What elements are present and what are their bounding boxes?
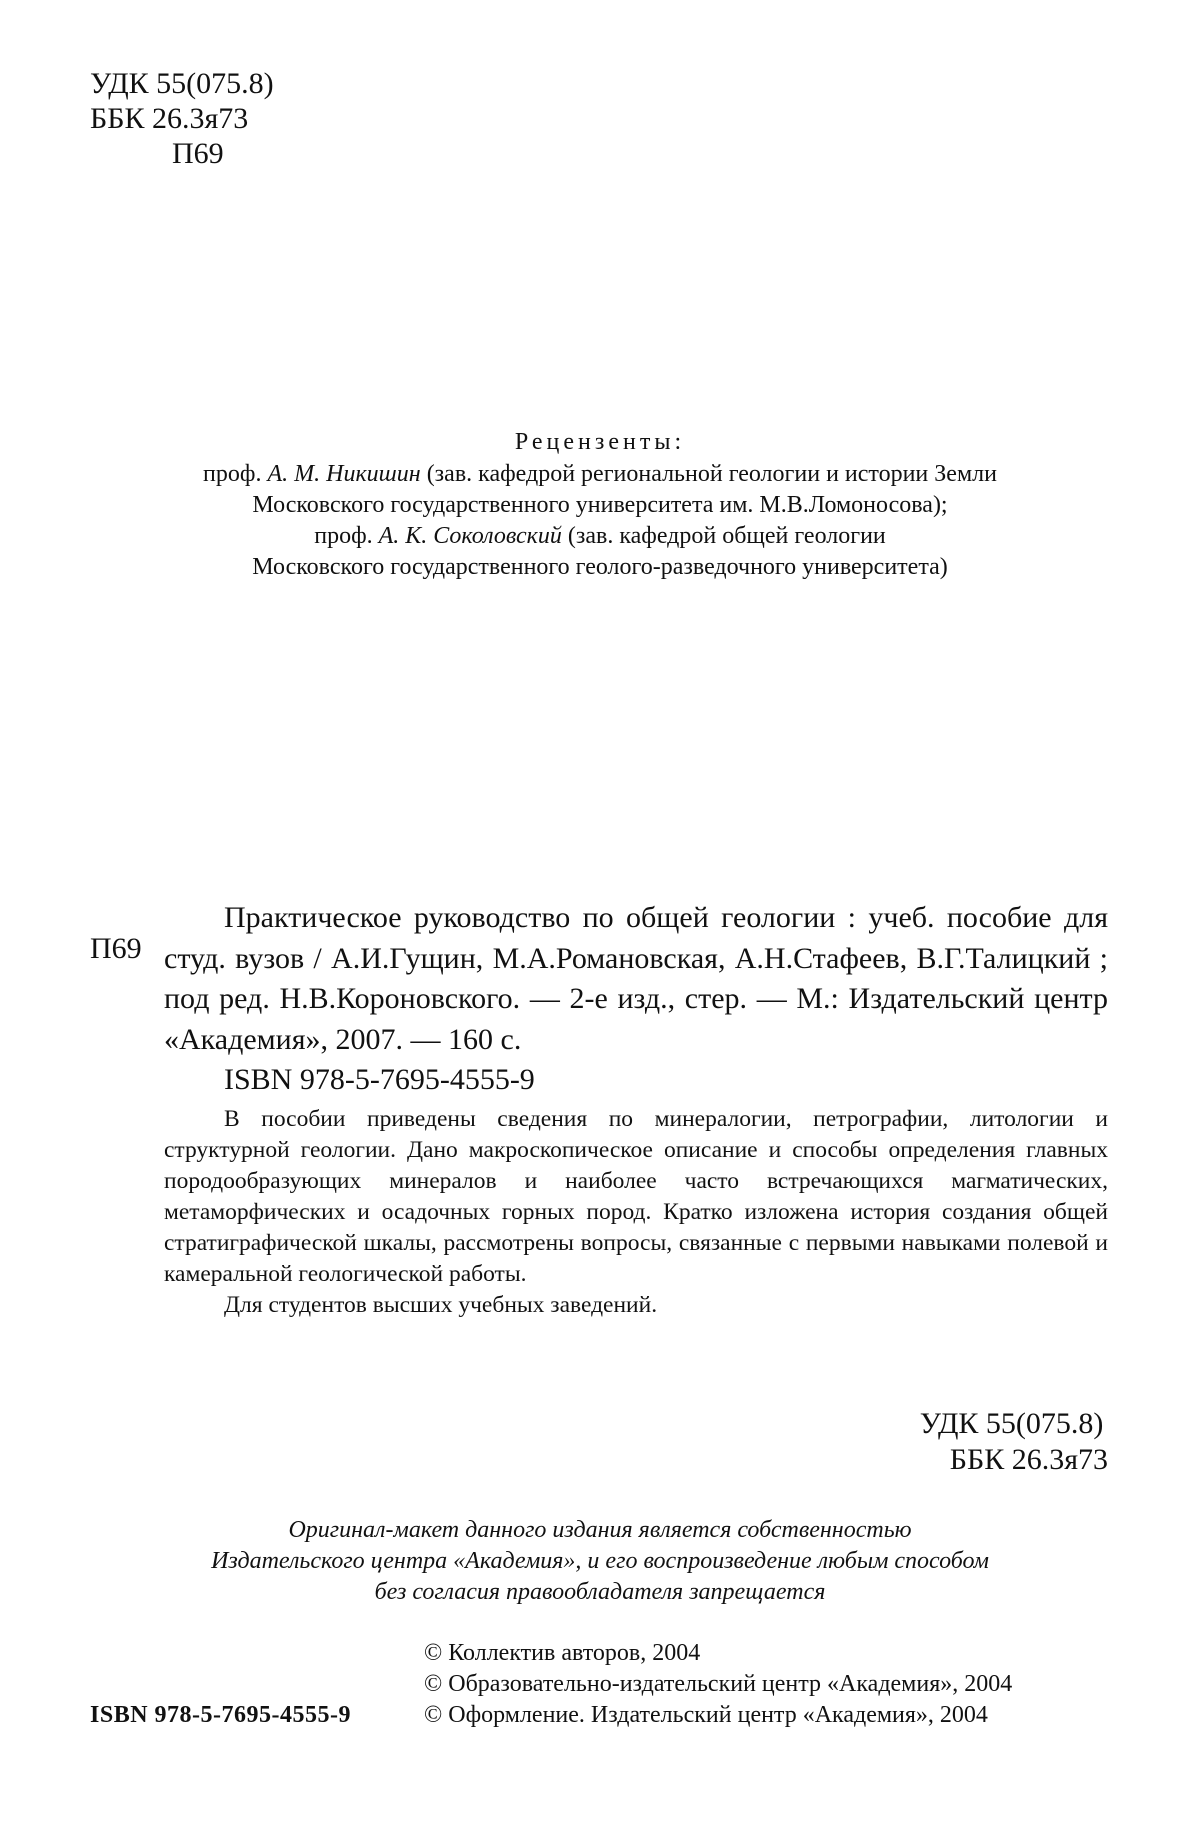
reviewer-2-line-1 <box>80 521 1120 552</box>
reviewer-1-line-1 <box>80 459 1120 490</box>
card-isbn: ISBN 978-5-7695-4555-9 <box>224 1063 535 1096</box>
bottom-bbk-code: ББК 26.3я73 <box>949 1443 1108 1476</box>
reviewer-2-affiliation: (зав. кафедрой общей геологии <box>561 523 886 549</box>
udk-code: УДК 55(075.8) <box>90 67 274 100</box>
notice-line-2: Издательского центра «Академия», и его воспроизведение любым способом <box>211 1548 989 1574</box>
author-mark: П69 <box>172 137 224 170</box>
copyright-authors: © Коллектив авторов, 2004 <box>424 1640 701 1666</box>
bottom-udk-code: УДК 55(075.8) <box>919 1407 1104 1440</box>
bibliographic-description: Практическое руководство по общей геологии : учеб. пособие для студ. вузов / А.И.Гущин, М.А.Романовская, А.Н.Стафеев, В.Г.Талицкий ; под ред. Н.В.Короновского. — 2-е изд., стер. — М.: Издательский центр «Академия», 2007. — 160 с. <box>164 901 1108 1056</box>
notice-line-1: Оригинал-макет данного издания является собственностью <box>288 1517 912 1543</box>
audience-note: Для студентов высших учебных заведений. <box>224 1292 658 1318</box>
reviewers-heading: Рецензенты: <box>514 429 686 455</box>
card-author-mark: П69 <box>90 932 142 965</box>
copyright-publisher: © Образовательно-издательский центр «Академия», 2004 <box>424 1671 1013 1697</box>
copyright-design: © Оформление. Издательский центр «Академия», 2004 <box>424 1702 988 1728</box>
reviewer-1-prefix: проф. <box>203 461 268 487</box>
catalog-card <box>164 898 1108 1321</box>
reviewer-1-line-2: Московского государственного университета им. М.В.Ломоносова); <box>252 492 948 518</box>
isbn-bottom: ISBN 978-5-7695-4555-9 <box>90 1702 351 1728</box>
annotation: В пособии приведены сведения по минералогии, петрографии, литологии и структурной геологии. Дано макроскопическое описание и способы определения главных породообразующих минералов и наиболее часто встречающихся магматических, метаморфических и осадочных горных пород. Кратко изложена история создания общей стратиграфической шкалы, рассмотрены вопросы, связанные с первыми навыками полевой и камеральной геологической работы. <box>164 1106 1108 1287</box>
reviewer-2-line-2: Московского государственного геолого-разведочного университета) <box>252 554 948 580</box>
bbk-code: ББК 26.3я73 <box>90 102 249 135</box>
notice-line-3: без согласия правообладателя запрещается <box>374 1579 826 1605</box>
copyright-list <box>424 1638 1012 1731</box>
reviewer-2-prefix: проф. <box>314 523 379 549</box>
reviewers-block <box>80 425 1120 583</box>
reviewer-2-name: А. К. Соколовский <box>378 523 562 549</box>
copyright-notice <box>80 1515 1120 1608</box>
reviewer-1-name: А. М. Никишин <box>267 461 421 487</box>
top-classification-codes <box>90 66 274 171</box>
reviewer-1-affiliation: (зав. кафедрой региональной геологии и истории Земли <box>420 461 997 487</box>
bottom-classification-codes <box>920 1406 1108 1478</box>
